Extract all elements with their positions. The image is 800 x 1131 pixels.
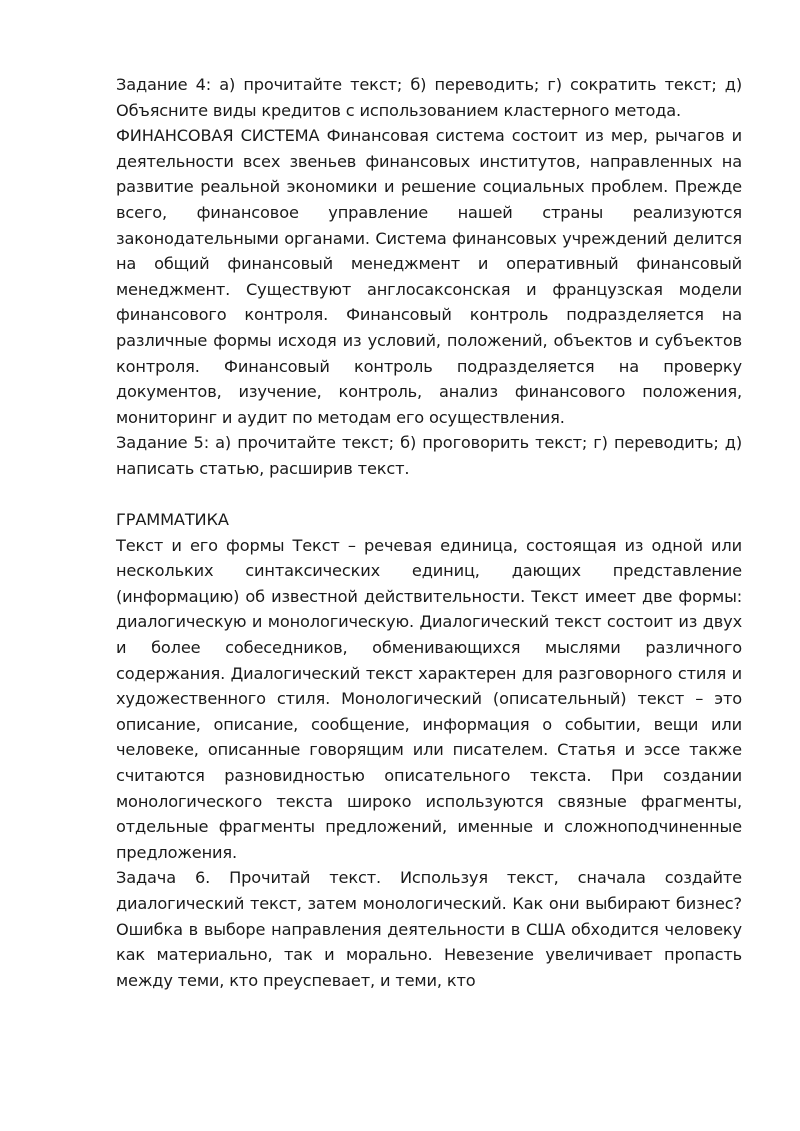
financial-system-paragraph: ФИНАНСОВАЯ СИСТЕМА Финансовая система состоит из мер, рычагов и деятельности всех звеньев финансовых институтов, направленных на развитие реальной экономики и решение социальных проблем. Прежде всего, финансовое управление нашей страны реализуются законодательными органами. Система финансовых учреждений делится на общий финансовый менеджмент и оперативный финансовый менеджмент. Существуют англосаксонская и французская модели финансового контроля. Финансовый контроль подразделяется на различные формы исходя из условий, положений, объектов и субъектов контроля. Финансовый контроль подразделяется на проверку документов, изучение, контроль, анализ финансового положения, мониторинг и аудит по методам его осуществления. (116, 126, 742, 427)
blank-line (116, 482, 742, 508)
task5-paragraph: Задание 5: а) прочитайте текст; б) проговорить текст; г) переводить; д) написать статью, расширив текст. (116, 433, 742, 478)
grammar-heading: ГРАММАТИКА (116, 510, 229, 530)
grammar-paragraph: Текст и его формы Текст – речевая единица, состоящая из одной или нескольких синтаксических единиц, дающих представление (информацию) об известной действительности. Текст имеет две формы: диалогическую и монологическую. Диалогический текст состоит из двух и более собеседников, обменивающихся мыслями различного содержания. Диалогический текст характерен для разговорного стиля и художественного стиля. Монологический (описательный) текст – это описание, описание, сообщение, информация о событии, вещи или человеке, описанные говорящим или писателем. Статья и эссе также считаются разновидностью описательного текста. При создании монологического текста широко используются связные фрагменты, отдельные фрагменты предложений, именные и сложноподчиненные предложения. (116, 535, 742, 862)
task6-paragraph: Задача 6. Прочитай текст. Используя текст, сначала создайте диалогический текст, затем монологический. Как они выбирают бизнес? Ошибка в выборе направления деятельности в США обходится человеку как материально, так и морально. Невезение увеличивает пропасть между теми, кто преуспевает, и теми, кто (116, 868, 742, 990)
task4-paragraph: Задание 4: а) прочитайте текст; б) переводить; г) сократить текст; д) Объясните виды кредитов с использованием кластерного метода. (116, 75, 742, 120)
document-page (116, 72, 742, 993)
